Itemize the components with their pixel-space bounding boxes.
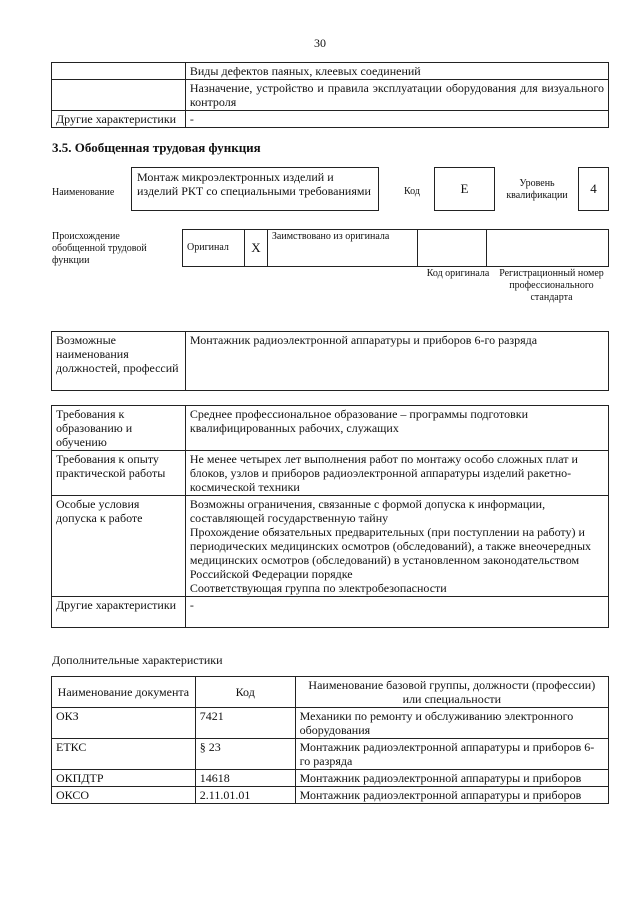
name-value: Монтаж микроэлектронных изделий и изделий РКТ со специальными требованиями: [137, 170, 371, 198]
req-label: Требования к образованию и обучению: [52, 406, 186, 451]
code-cell: 2.11.01.01: [195, 787, 295, 804]
code-cell: 14618: [195, 770, 295, 787]
reg-number-cell: [487, 230, 609, 267]
requirements-table: [51, 405, 609, 628]
table-row: [52, 111, 609, 128]
section-title: 3.5. Обобщенная трудовая функция: [52, 140, 261, 155]
req-value: -: [185, 597, 608, 628]
table-row: [52, 332, 609, 391]
level-value: 4: [590, 181, 597, 196]
table-cell: Назначение, устройство и правила эксплуатации оборудования для визуального контроля: [185, 80, 608, 111]
column-header: Наименование документа: [52, 677, 196, 708]
table-cell: [52, 80, 186, 111]
name-cell: Монтажник радиоэлектронной аппаратуры и приборов: [295, 787, 608, 804]
name-cell: Монтажник радиоэлектронной аппаратуры и приборов 6-го разряда: [295, 739, 608, 770]
page-number: 30: [314, 36, 326, 50]
origin-table: [182, 229, 609, 267]
table-header-row: [52, 677, 609, 708]
table-row: [52, 451, 609, 496]
positions-value: Монтажник радиоэлектронной аппаратуры и приборов 6-го разряда: [185, 332, 608, 391]
req-label: Другие характеристики: [52, 597, 186, 628]
positions-table: [51, 331, 609, 391]
level-label: Уровень квалификации: [506, 178, 568, 201]
positions-label: Возможные наименования должностей, профессий: [52, 332, 186, 391]
doc-cell: ЕТКС: [52, 739, 196, 770]
table-cell: Виды дефектов паяных, клеевых соединений: [185, 63, 608, 80]
column-header: Код: [195, 677, 295, 708]
original-mark: X: [244, 230, 267, 267]
name-cell: Монтажник радиоэлектронной аппаратуры и приборов: [295, 770, 608, 787]
table-row: [52, 770, 609, 787]
code-value-box: [434, 167, 495, 211]
table-cell: -: [185, 111, 608, 128]
additional-title: Дополнительные характеристики: [52, 653, 223, 667]
top-table: [51, 62, 609, 128]
req-value: Среднее профессиональное образование – программы подготовки квалифицированных рабочих, служащих: [185, 406, 608, 451]
req-value: Возможны ограничения, связанные с формой допуска к информации, составляющей государственную тайну Прохождение обязательных предварительных (при поступлении на работу) и периодических медицинских осмотров (обследований), а также внеочередных медицинских осмотров (обследований) в установленном законодательством Российской Федерации порядке Соответствующая группа по электробезопасности: [185, 496, 608, 597]
table-row: [183, 230, 609, 267]
reg-number-label: Регистрационный номер профессионального стандарта: [499, 268, 604, 303]
level-value-box: [578, 167, 609, 211]
code-original-label: Код оригинала: [426, 268, 490, 279]
doc-cell: ОКПДТР: [52, 770, 196, 787]
origin-label: Происхождение обобщенной трудовой функции: [52, 231, 147, 266]
table-row: [52, 708, 609, 739]
table-row: [52, 787, 609, 804]
doc-cell: ОКЗ: [52, 708, 196, 739]
original-label: Оригинал: [183, 230, 245, 267]
table-row: [52, 597, 609, 628]
column-header: Наименование базовой группы, должности (профессии) или специальности: [295, 677, 608, 708]
table-row: [52, 739, 609, 770]
req-value: Не менее четырех лет выполнения работ по монтажу особо сложных плат и блоков, узлов и приборов радиоэлектронной аппаратуры изделий ракетно-космической техники: [185, 451, 608, 496]
code-value: E: [460, 181, 469, 196]
name-cell: Механики по ремонту и обслуживанию электронного оборудования: [295, 708, 608, 739]
name-value-box: [131, 167, 379, 211]
doc-cell: ОКСО: [52, 787, 196, 804]
req-label: Требования к опыту практической работы: [52, 451, 186, 496]
table-row: [52, 496, 609, 597]
additional-table: [51, 676, 609, 804]
req-label: Особые условия допуска к работе: [52, 496, 186, 597]
table-row: [52, 63, 609, 80]
name-label: Наименование: [52, 187, 115, 198]
code-cell: 7421: [195, 708, 295, 739]
code-cell: § 23: [195, 739, 295, 770]
code-original-cell: [417, 230, 487, 267]
borrowed-label: Заимствовано из оригинала: [267, 230, 417, 267]
table-row: [52, 406, 609, 451]
code-label: Код: [404, 186, 420, 197]
table-cell: Другие характеристики: [52, 111, 186, 128]
table-cell: [52, 63, 186, 80]
table-row: [52, 80, 609, 111]
